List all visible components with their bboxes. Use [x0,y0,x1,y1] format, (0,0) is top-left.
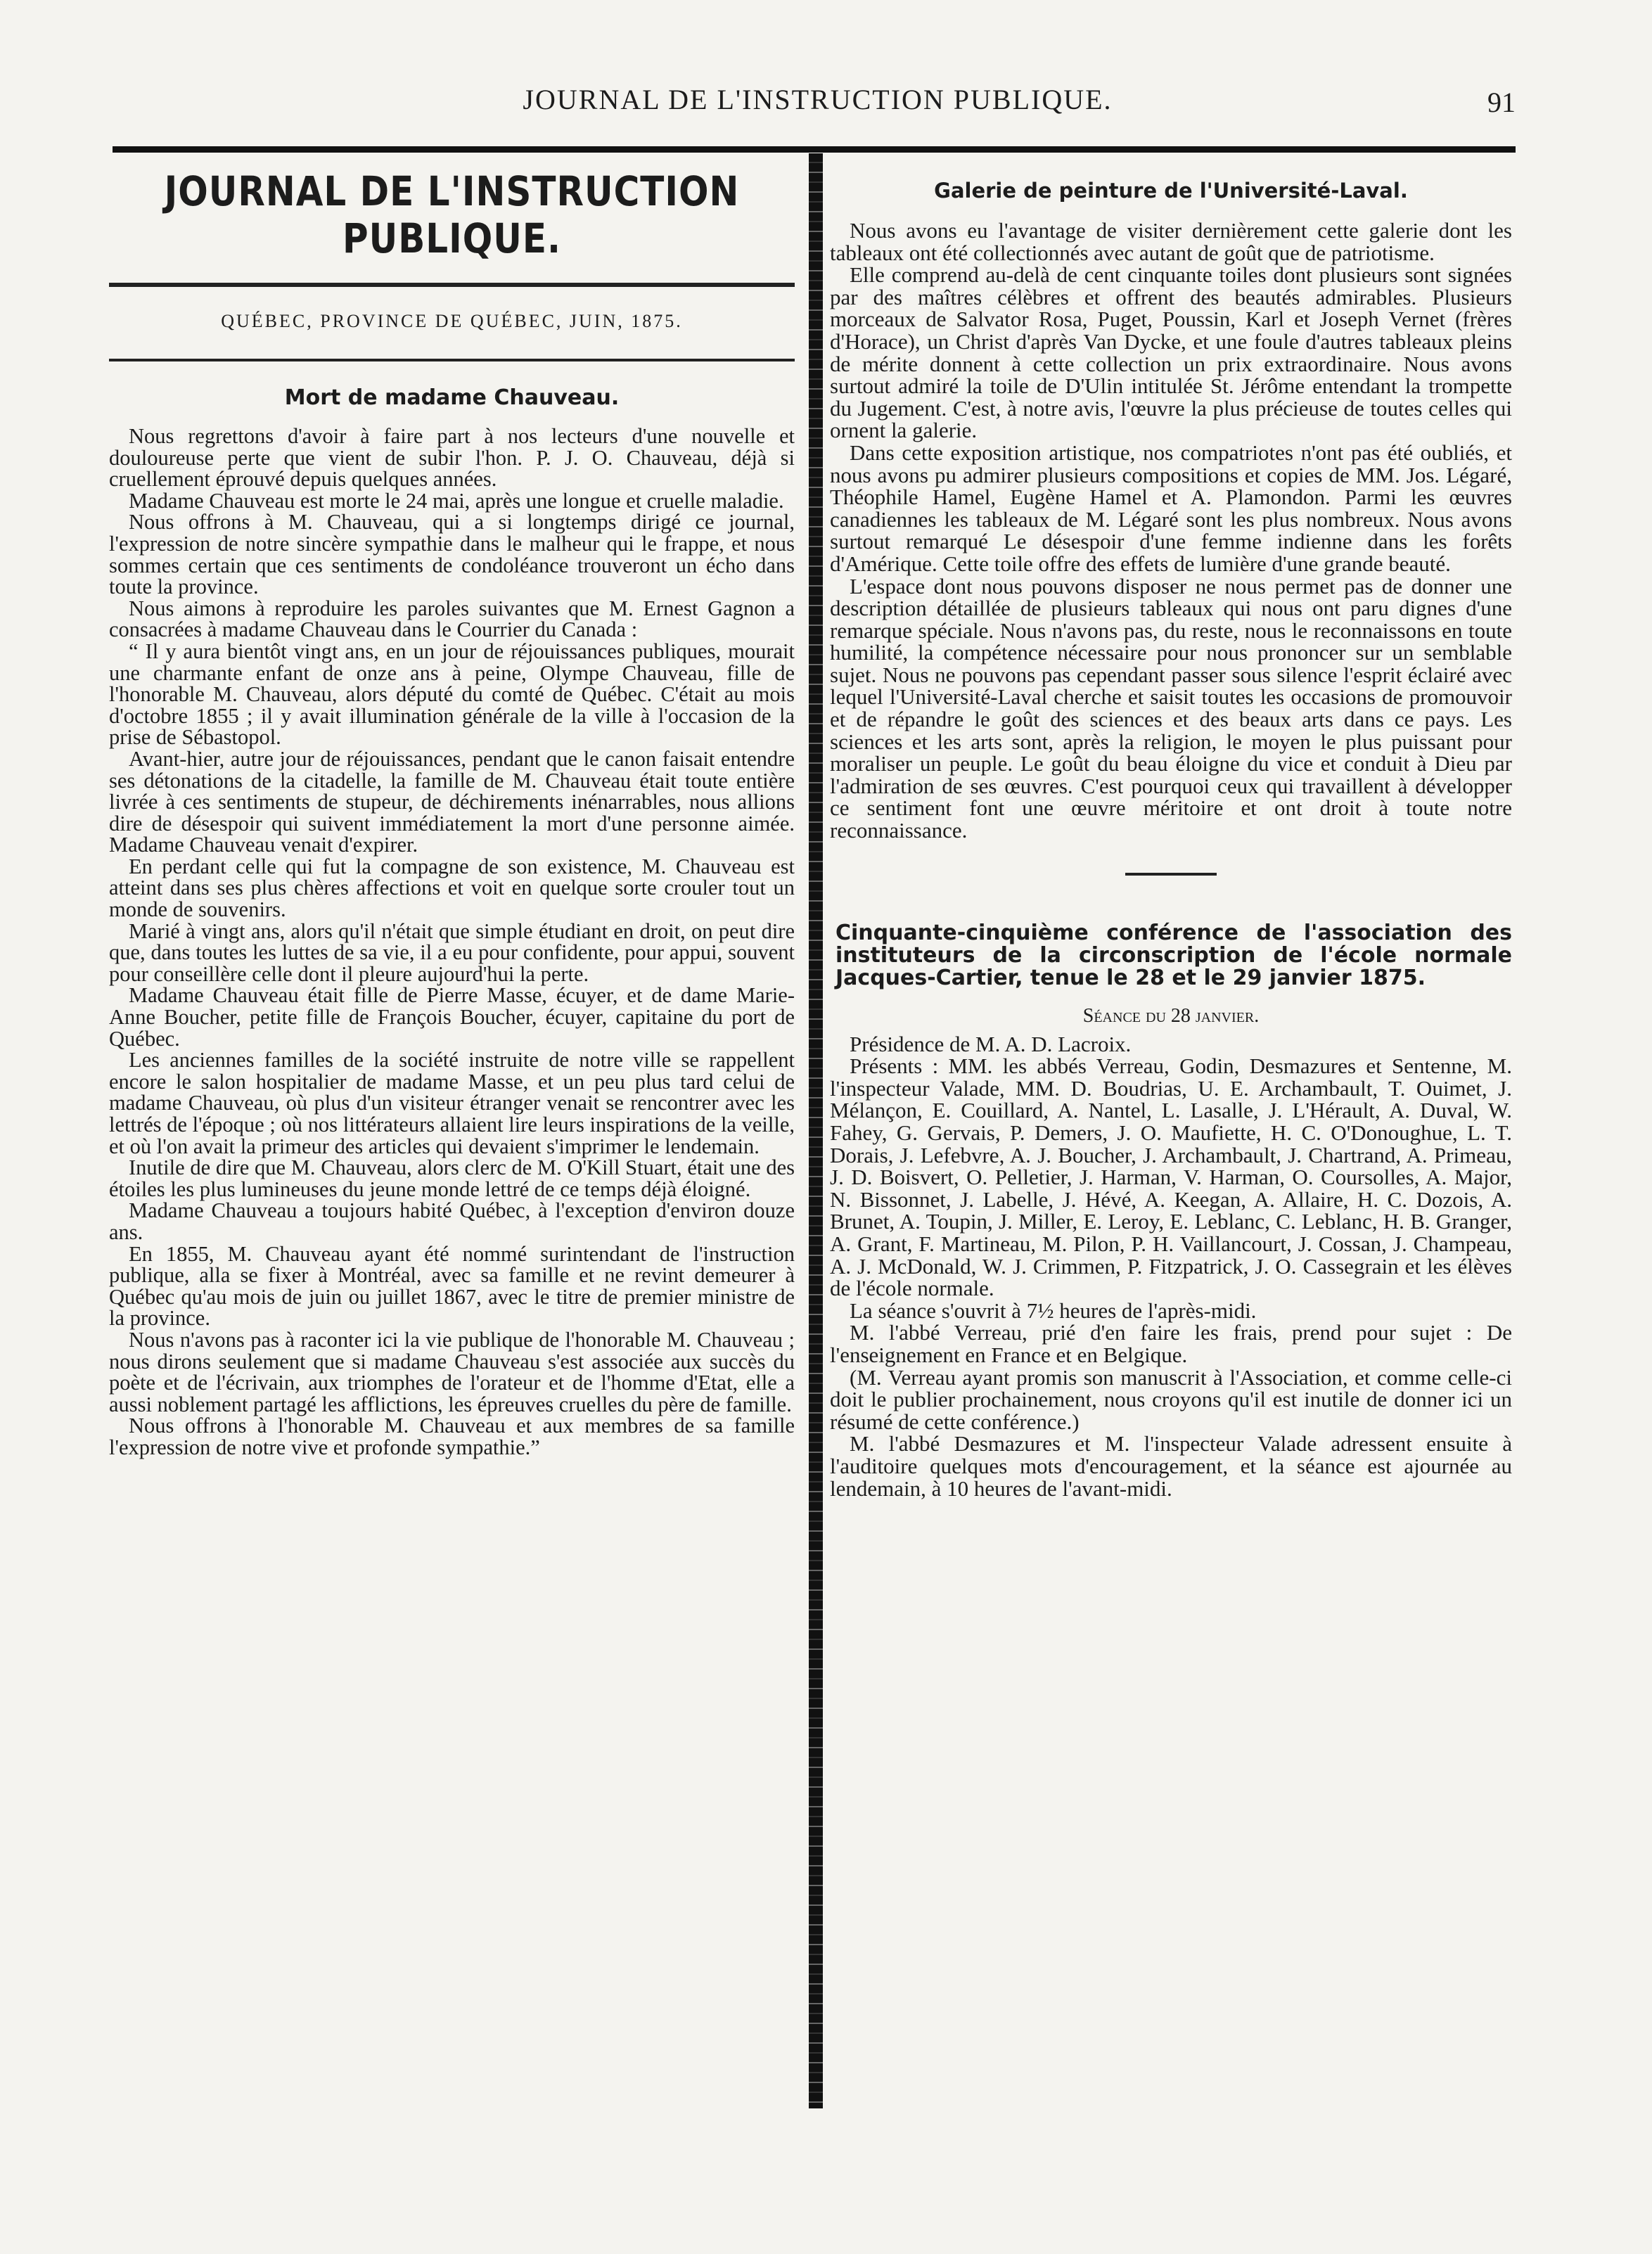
paragraph: Présidence de M. A. D. Lacroix. [850,1031,1132,1056]
paragraph: Nous regrettons d'avoir à faire part à nos lecteurs d'une nouvelle et douloureuse perte que vient de subir l'hon. P. J. O. Chauveau, déjà si cruellement éprouvé depuis quelques années. [109,424,795,492]
paragraph: Madame Chauveau était fille de Pierre Masse, écuyer, et de dame Marie-Anne Boucher, petite fille de François Boucher, écuyer, capitaine du port de Québec. [109,983,795,1051]
paragraph: Nous avons eu l'avantage de visiter dernièrement cette galerie dont les tableaux ont été collectionnés avec autant de goût que de patriotisme. [830,218,1512,265]
dateline: QUÉBEC, PROVINCE DE QUÉBEC, JUIN, 1875. [221,311,683,331]
article-title: Mort de madame Chauveau. [284,385,620,410]
paragraph: Les anciennes familles de la société instruite de notre ville se rappellent encore le salon hospitalier de madame Masse, et un peu plus tard celui de madame Chauveau, où plus d'un visiteur étranger venait se rencontrer avec les lettrés de l'époque ; où nos littérateurs allaient lire leurs inspirations de la veille, et où l'on avait la primeur des articles qui devaient s'imprimer le lendemain. [109,1048,795,1158]
paragraph: Madame Chauveau est morte le 24 mai, après une longue et cruelle maladie. [129,488,784,513]
paragraph: Dans cette exposition artistique, nos compatriotes n'ont pas été oubliés, et nous avons pu admirer plusieurs compositions et copies de MM. Jos. Légaré, Théophile Hamel, Eugène Hamel et A. Plamondon. Parmi les œuvres canadiennes les tableaux de M. Légaré sont les plus nombreux. Nous avons surtout remarqué Le désespoir d'une femme indienne dans les forêts d'Amérique. Cette toile offre des effets de lumière d'une grande beauté. [830,440,1512,576]
dateline-rule [109,359,795,361]
page-number: 91 [1487,87,1516,118]
paragraph: Nous aimons à reproduire les paroles suivantes que M. Ernest Gagnon a consacrées à madame Chauveau dans le Courrier du Canada : [109,596,795,642]
paragraph: L'espace dont nous pouvons disposer ne nous permet pas de donner une description détaillée de plusieurs tableaux qui nous ont paru dignes d'une remarque spéciale. Nous n'avons pas, du reste, nous le reconnaissons en toute humilité, la compétence nécessaire pour nous prononcer sur un semblable sujet. Nous ne pouvons pas cependant passer sous silence l'esprit éclairé avec lequel l'Université-Laval cherche et saisit toutes les occasions de promouvoir et de répandre le goût des sciences et des beaux arts dans ce pays. Les sciences et les arts sont, après la religion, le moyen le plus puissant pour moraliser un peuple. Le goût du beau éloigne du vice et conduit à Dieu par l'admiration de ses œuvres. C'est pourquoi ceux qui travaillent à développer ce sentiment font une œuvre méritoire et ont droit à toute notre reconnaissance. [830,573,1512,843]
masthead-rule [109,283,795,287]
paragraph: Nous n'avons pas à raconter ici la vie publique de l'honorable M. Chauveau ; nous dirons seulement que si madame Chauveau s'est associée aux succès du poète et de l'écrivain, aux triomphes de l'orateur et de l'homme d'Etat, elle a aussi noblement partagé les afflictions, les épreuves cruelles du père de famille. [109,1327,795,1416]
left-column [109,169,795,1459]
paragraph: Madame Chauveau a toujours habité Québec, à l'exception d'environ douze ans. [109,1198,795,1244]
paragraph: En perdant celle qui fut la compagne de son existence, M. Chauveau est atteint dans ses plus chères affections et voit en quelque sorte crouler tout un monde de souvenirs. [109,854,795,922]
masthead: JOURNAL DE L'INSTRUCTION PUBLIQUE. [164,168,740,262]
paragraph: Présents : MM. les abbés Verreau, Godin, Desmazures et Sentenne, M. l'inspecteur Valade, MM. D. Boudrias, U. E. Archambault, T. Ouimet, J. Mélançon, E. Couillard, A. Nantel, L. Lasalle, J. L'Hérault, A. Duval, W. Fahey, G. Gervais, P. Demers, J. O. Maufiette, H. C. O'Donoughue, L. T. Dorais, J. Lefebvre, A. J. Boucher, J. Archambault, J. Chartrand, A. Primeau, J. D. Boisvert, O. Pelletier, J. Harman, V. Harman, O. Coursolles, A. Major, N. Bissonnet, J. Labelle, J. Hévé, A. Keegan, A. Allaire, H. C. Dozois, A. Brunet, A. Toupin, J. Miller, E. Leroy, E. Leblanc, C. Leblanc, H. B. Granger, A. Grant, F. Martineau, M. Pilon, P. H. Vaillancourt, J. Cossan, J. Champeau, A. J. McDonald, W. J. Crimmen, P. Fitzpatrick, J. O. Cassegrain et les élèves de l'école normale. [830,1054,1512,1301]
paragraph: “ Il y aura bientôt vingt ans, en un jour de réjouissances publiques, mourait une charmante enfant de onze ans à peine, Olympe Chauveau, fille de l'honorable M. Chauveau, alors député du comté de Québec. C'était au mois d'octobre 1855 ; il y avait illumination générale de la ville à l'occasion de la prise de Sébastopol. [109,639,795,750]
paragraph: M. l'abbé Desmazures et M. l'inspecteur Valade adressent ensuite à l'auditoire quelques mots d'encouragement, et la séance est ajournée au lendemain, à 10 heures de l'avant-midi. [830,1431,1512,1501]
paragraph: Nous offrons à M. Chauveau, qui a si longtemps dirigé ce journal, l'expression de notre sincère sympathie dans le malheur qui le frappe, et nous sommes certain que ces sentiments de condoléance trouveront un écho dans toute la province. [109,510,795,599]
paragraph: La séance s'ouvrit à 7½ heures de l'après-midi. [850,1298,1257,1323]
gallery-title: Galerie de peinture de l'Université-Laval. [934,179,1408,203]
column-divider [809,153,823,2108]
paragraph: Nous offrons à l'honorable M. Chauveau et aux membres de sa famille l'expression de notre vive et profonde sympathie.” [109,1414,795,1459]
paragraph: En 1855, M. Chauveau ayant été nommé surintendant de l'instruction publique, alla se fixer à Montréal, avec sa famille et ne revint demeurer à Québec qu'au mois de juin ou juillet 1867, avec le titre de premier ministre de la province. [109,1241,795,1331]
session-title: Séance du 28 janvier. [1082,1004,1260,1027]
paragraph: Elle comprend au-delà de cent cinquante toiles dont plusieurs sont signées par des maîtres célèbres et offrent des beautés admirables. Plusieurs morceaux de Salvator Rosa, Puget, Poussin, Karl et Joseph Vernet (frères d'Horace), un Christ d'après Van Dycke, et une foule d'autres tableaux pleins de mérite donnent à cette collection un prix extraordinaire. Nous avons surtout admiré la toile de D'Ulin intitulée St. Jérôme entendant la trompette du Jugement. C'est, à notre avis, l'œuvre la plus précieuse de toutes celles qui ornent la galerie. [830,262,1512,443]
paragraph: (M. Verreau ayant promis son manuscrit à l'Association, et comme celle-ci doit le publier prochainement, nous croyons qu'il est inutile de donner ici un résumé de cette conférence.) [830,1364,1512,1434]
conference-title: Cinquante-cinquième conférence de l'association des instituteurs de la circonscription de l'école normale Jacques-Cartier, tenue le 28 et le 29 janvier 1875. [835,920,1512,990]
page-header [120,83,1516,132]
paragraph: M. l'abbé Verreau, prié d'en faire les frais, prend pour sujet : De l'enseignement en France et en Belgique. [830,1320,1512,1367]
paragraph: Inutile de dire que M. Chauveau, alors clerc de M. O'Kill Stuart, était une des étoiles les plus lumineuses du jeune monde lettré de ce temps déjà éloigné. [109,1155,795,1201]
section-separator [1125,873,1217,876]
header-rule [113,146,1516,153]
paragraph: Avant-hier, autre jour de réjouissances, pendant que le canon faisait entendre ses détonations de la citadelle, la famille de M. Chauveau était toute entière livrée à ces sentiments de stupeur, de déchirements inénarrables, nous allions dire de désespoir qui suivent immédiatement la mort d'une personne aimée. Madame Chauveau venait d'expirer. [109,746,795,857]
running-title: JOURNAL DE L'INSTRUCTION PUBLIQUE. [523,84,1113,115]
right-column [830,169,1512,1499]
paragraph: Marié à vingt ans, alors qu'il n'était que simple étudiant en droit, on peut dire que, dans toutes les luttes de sa vie, il a eu pour confidente, pour appui, souvent pour conseillère celle dont il pleure aujourd'hui la perte. [109,918,795,986]
